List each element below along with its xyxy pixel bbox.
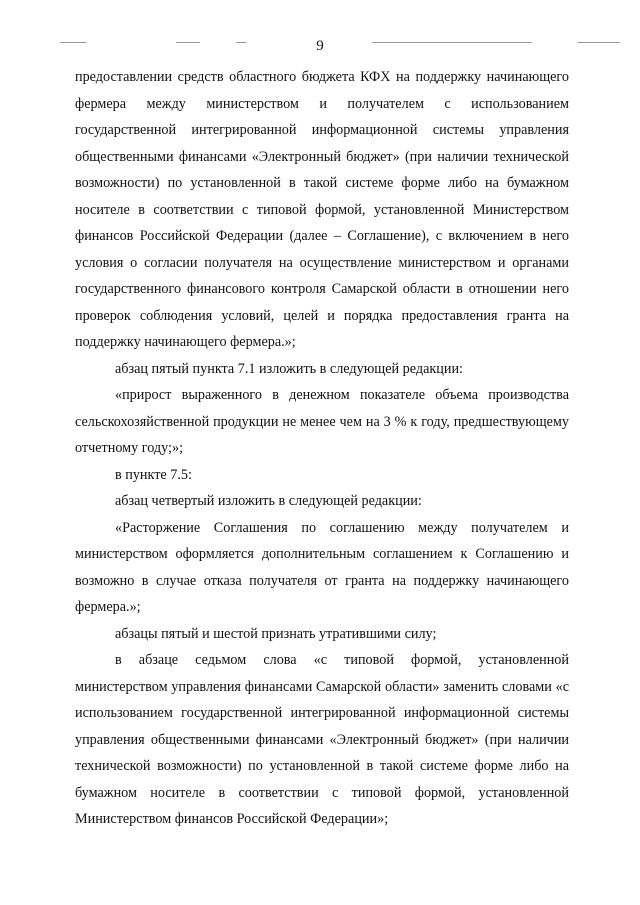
paragraph-continuation: предоставлении средств областного бюджета КФХ на поддержку начинающего фермера между министерством и получателем с использованием государственной интегрированной информационной системы управления общественными финансами «Электронный бюджет» (при наличии технической возможности) по установленной в такой системе форме либо на бумажном носителе в соответствии с типовой формой, установленной Министерством финансов Российской Федерации (далее – Соглашение), с включением в него условия о согласии получателя на осуществление министерством и органами государственного финансового контроля Самарской области в отношении него проверок соблюдения условий, целей и порядка предоставления гранта на поддержку начинающего фермера.»; (75, 69, 569, 350)
page-number: 9 (316, 38, 324, 54)
paragraph-termination: «Расторжение Соглашения по соглашению между получателем и министерством оформляется дополнительным соглашением к Соглашению и возможно в случае отказа получателя от гранта на поддержку начинающего фермера.»; (75, 519, 569, 615)
paragraph-amendment-fourth: абзац четвертый изложить в следующей редакции: (115, 493, 422, 509)
paragraph-amendment-7-1: абзац пятый пункта 7.1 изложить в следующей редакции: (115, 360, 463, 377)
paragraph-growth-indicator: «прирост выраженного в денежном показателе объема производства сельскохозяйственной продукции не менее чем на 3 % к году, предшествующему отчетному году;»; (75, 387, 569, 456)
paragraph-clause-7-5: в пункте 7.5: (115, 466, 192, 483)
paragraph-repeal: абзацы пятый и шестой признать утратившими силу; (115, 625, 437, 642)
paragraph-replacement: в абзаце седьмом слова «с типовой формой, установленной министерством управления финансами Самарской области» заменить словами «с использованием государственной интегрированной информационной системы управления общественными финансами «Электронный бюджет» (при наличии технической возможности) по установленной в такой системе форме либо на бумажном носителе в соответствии с типовой формой, установленной Министерством финансов Российской Федерации»; (75, 652, 569, 827)
document-body (75, 64, 569, 833)
